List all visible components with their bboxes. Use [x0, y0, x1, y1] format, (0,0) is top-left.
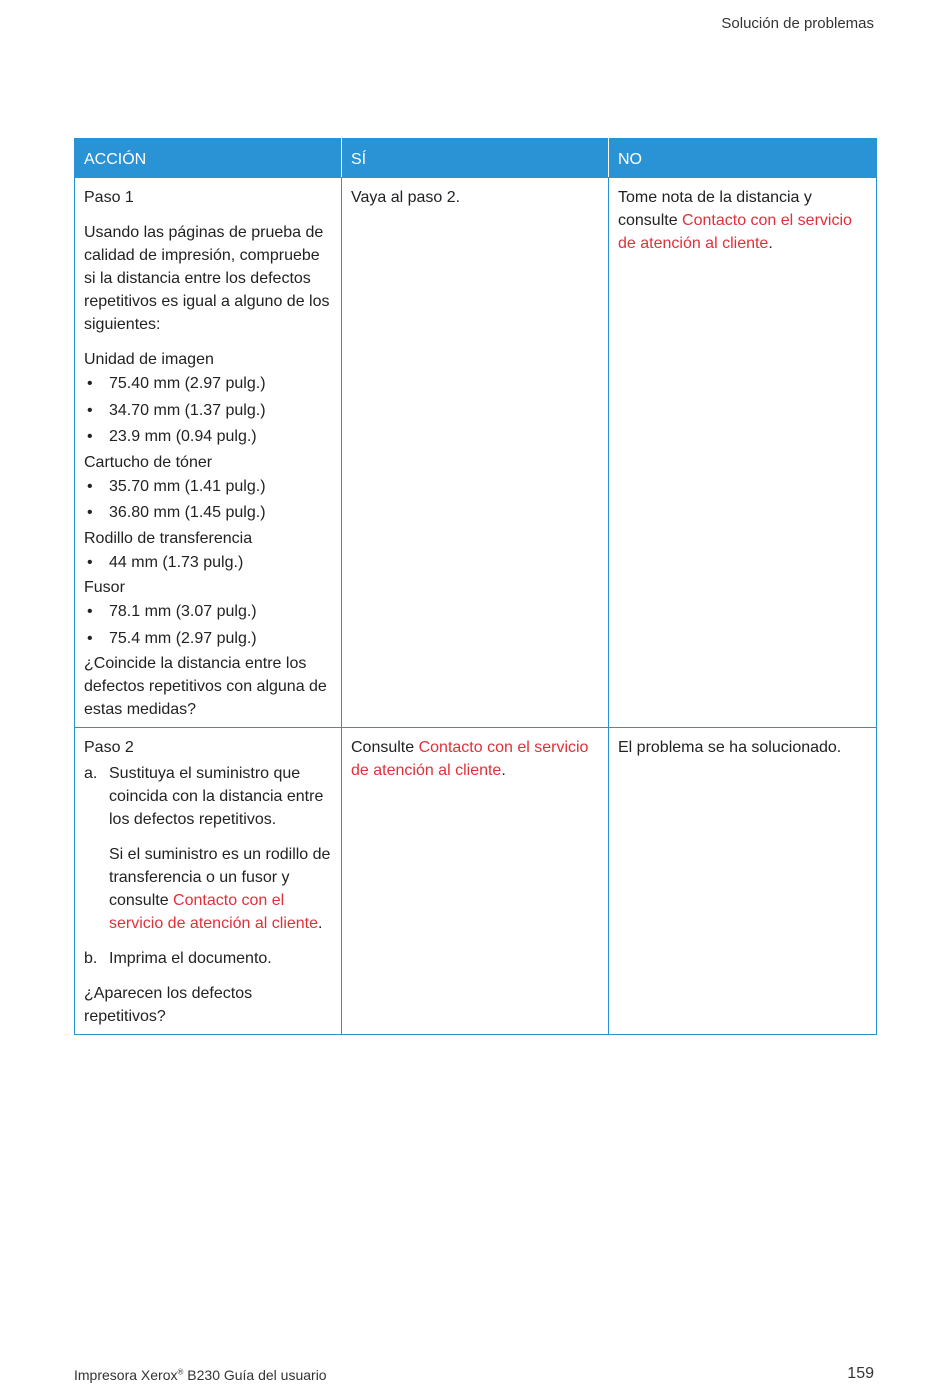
row2-no-cell [609, 728, 877, 1035]
measure-list [84, 550, 332, 577]
yes-instruction [351, 736, 599, 782]
trademark-symbol: ® [177, 1367, 184, 1377]
row1-action-cell [75, 178, 342, 728]
group-title: Rodillo de transferencia [84, 529, 253, 547]
row2-yes-cell [342, 728, 609, 1035]
no-instruction: El problema se ha solucionado. [618, 739, 842, 756]
step-title: Paso 1 [84, 189, 134, 206]
row1-no-cell [609, 178, 877, 728]
list-item: • 44 mm (1.73 pulg.) [84, 550, 332, 577]
step-intro: Usando las páginas de prueba de calidad de impresión, compruebe si la distancia entre los defectos repetitivos es igual a alguno de los siguientes: [84, 224, 330, 333]
note-text: Si el suministro es un rodillo de transferencia o un fusor y consulte [109, 846, 331, 909]
measure-list [84, 474, 332, 527]
table-row [75, 178, 877, 728]
no-instruction [618, 186, 867, 255]
list-marker: b. [84, 950, 98, 967]
column-header-action: ACCIÓN [75, 139, 342, 178]
row1-yes-cell [342, 178, 609, 728]
step-title: Paso 2 [84, 739, 134, 756]
list-item: • 36.80 mm (1.45 pulg.) [84, 500, 332, 527]
yes-instruction: Vaya al paso 2. [351, 189, 461, 206]
no-text: Tome nota de la distancia y consulte [618, 189, 812, 229]
running-header: Solución de problemas [721, 15, 874, 32]
troubleshooting-table [74, 138, 877, 1035]
customer-support-link[interactable]: Contacto con el servicio de atención al cliente [109, 892, 319, 932]
column-header-yes: SÍ [342, 139, 609, 178]
list-item: • 75.4 mm (2.97 pulg.) [84, 626, 332, 653]
measure-list [84, 599, 332, 652]
list-item: • 75.40 mm (2.97 pulg.) [84, 371, 332, 398]
no-text-end: . [768, 235, 773, 252]
step-list [84, 762, 332, 970]
list-item: • 34.70 mm (1.37 pulg.) [84, 398, 332, 425]
yes-text: Consulte [351, 739, 419, 756]
group-title: Cartucho de tóner [84, 453, 213, 471]
list-item [84, 947, 332, 970]
group-title: Unidad de imagen [84, 351, 214, 368]
row2-action-cell [75, 728, 342, 1035]
note-text-end: . [318, 915, 323, 932]
yes-text-end: . [501, 762, 506, 779]
footer-title-suffix: B230 Guía del usuario [183, 1367, 327, 1383]
list-marker: a. [84, 765, 98, 782]
footer-title-prefix: Impresora Xerox [74, 1367, 178, 1383]
list-item: • 23.9 mm (0.94 pulg.) [84, 424, 332, 451]
customer-support-link[interactable]: Contacto con el servicio de atención al cliente [351, 739, 589, 779]
footer-title [74, 1364, 327, 1387]
step-question: ¿Aparecen los defectos repetitivos? [84, 985, 253, 1025]
column-header-no: NO [609, 139, 877, 178]
step-question: ¿Coincide la distancia entre los defectos repetitivos con alguna de estas medidas? [84, 655, 327, 718]
group-title: Fusor [84, 579, 125, 596]
list-item: • 78.1 mm (3.07 pulg.) [84, 599, 332, 626]
list-item [84, 762, 332, 935]
list-item-text: Sustituya el suministro que coincida con la distancia entre los defectos repetitivos. [109, 765, 324, 828]
measure-list [84, 371, 332, 451]
list-item: • 35.70 mm (1.41 pulg.) [84, 474, 332, 501]
page-number: 159 [847, 1365, 874, 1382]
customer-support-link[interactable]: Contacto con el servicio de atención al cliente [618, 212, 852, 252]
list-item-text: Imprima el documento. [109, 950, 272, 967]
list-item-note [109, 843, 332, 935]
table-header-row [75, 139, 877, 178]
table-row [75, 728, 877, 1035]
